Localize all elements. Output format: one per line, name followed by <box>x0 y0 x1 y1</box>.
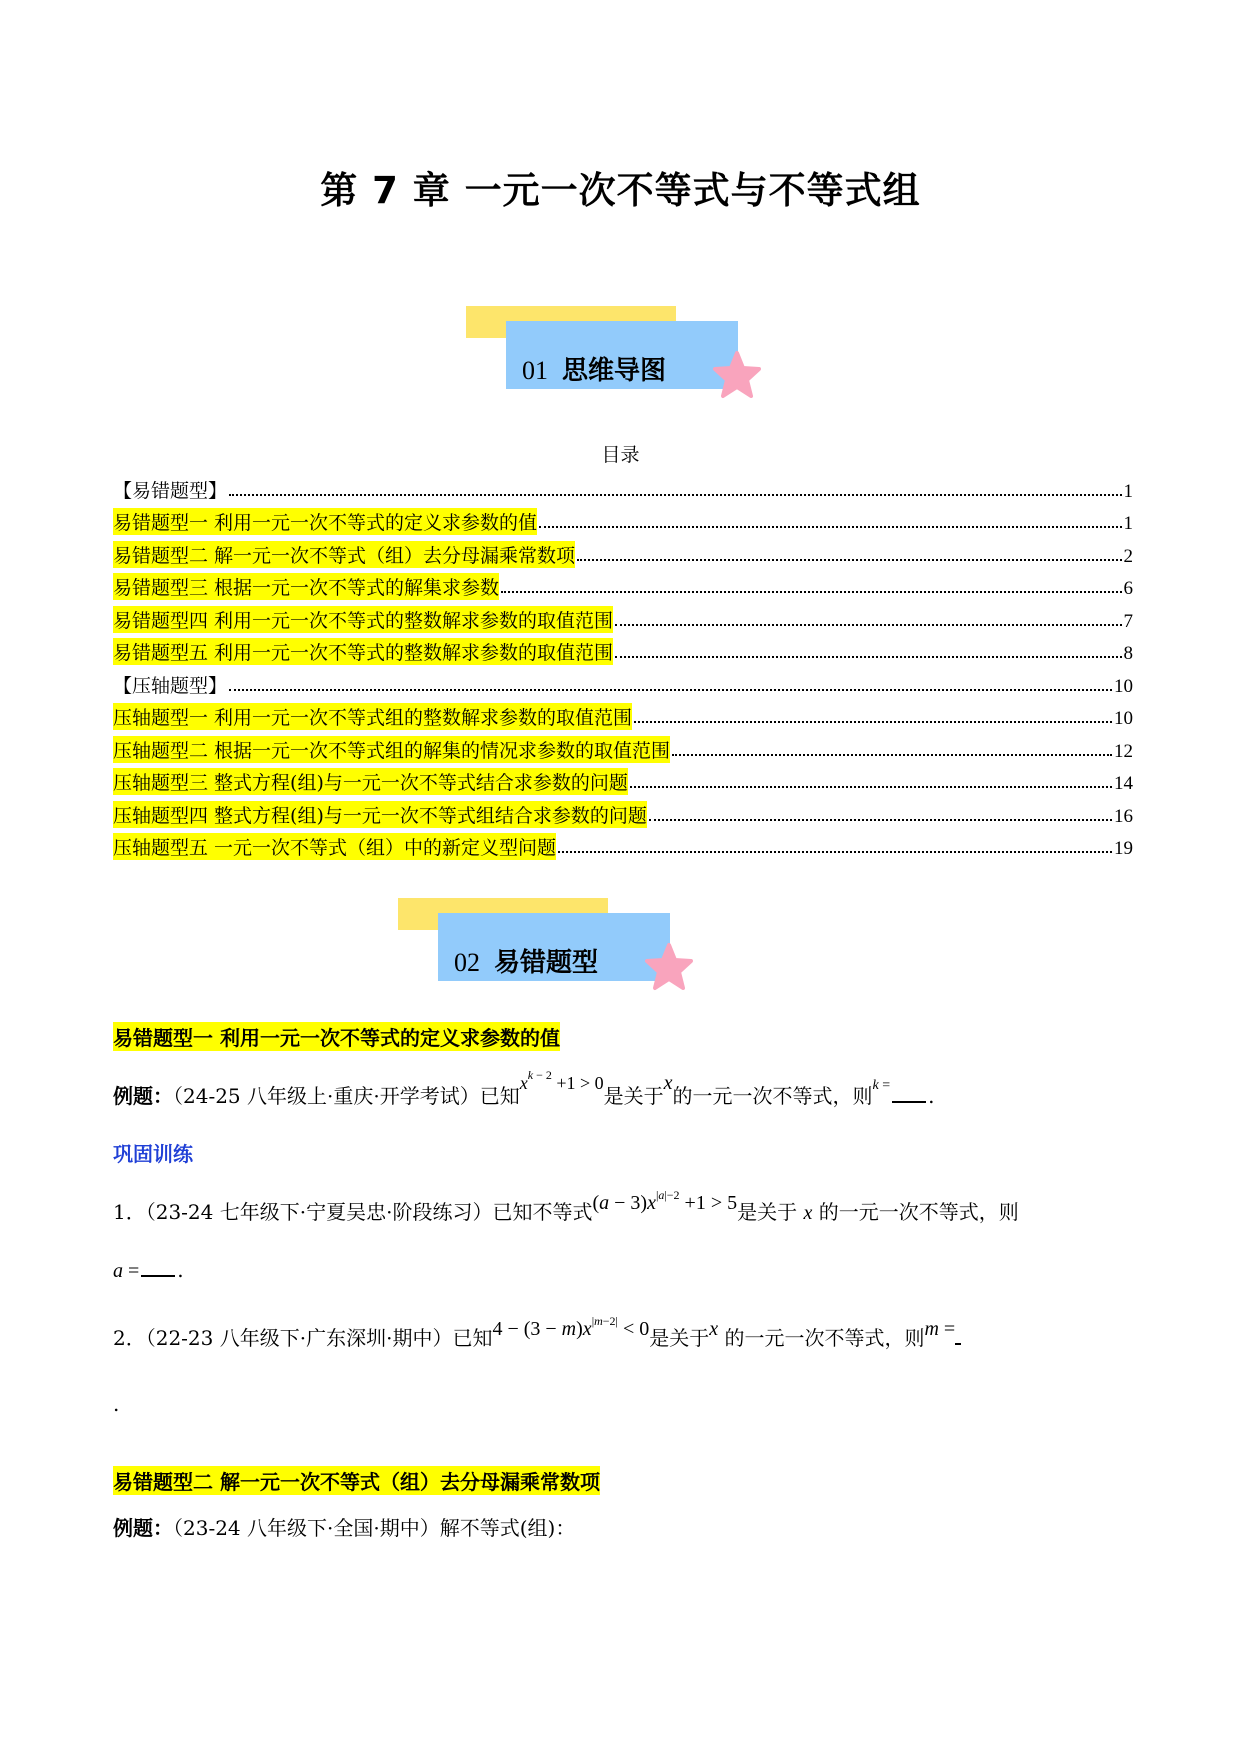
toc-row-page: 12 <box>1114 740 1133 762</box>
toc-row-page: 8 <box>1123 643 1133 664</box>
q1-answer-line: a = . <box>113 1258 184 1282</box>
example-inequality: $x^{k - 2} +1 > 0$ <box>519 1068 604 1093</box>
answer-blank[interactable] <box>955 1343 961 1345</box>
q1-mid: 是关于 <box>737 1200 798 1224</box>
q2-answer-dot: . <box>113 1392 120 1416</box>
toc-row[interactable] <box>113 828 1133 861</box>
q1-inequality: $(a - 3)x^{|a|-2} +1 > 5$ <box>592 1188 738 1214</box>
q1-var-x: x <box>803 1202 813 1224</box>
example-mid: 是关于 <box>603 1084 664 1108</box>
toc-row-label: 压轴题型四 整式方程(组)与一元一次不等式组结合求参数的问题 <box>113 801 647 828</box>
section-heading <box>522 350 666 387</box>
answer-blank[interactable] <box>141 1275 175 1277</box>
star-icon <box>644 942 694 992</box>
toc-row[interactable] <box>113 568 1133 601</box>
q2-var-x: x <box>709 1318 719 1340</box>
practice-label: 巩固训练 <box>113 1142 193 1166</box>
q2-text: 2．（22-23 八年级下·广东深圳·期中）已知 <box>113 1326 493 1350</box>
toc-row[interactable] <box>113 665 1133 698</box>
toc-title: 目录 <box>601 444 640 466</box>
toc-row-label: 易错题型一 利用一元一次不等式的定义求参数的值 <box>113 508 537 535</box>
q2-mid: 是关于 <box>649 1326 710 1350</box>
toc-row[interactable] <box>113 795 1133 828</box>
section-banner-error-prone <box>398 898 728 1008</box>
section-banner-mindmap <box>466 306 796 416</box>
toc-row[interactable] <box>113 470 1133 503</box>
example-text: （23-24 八年级下·全国·期中）解不等式(组)： <box>173 1516 576 1540</box>
type1-example: 例题：（24-25 八年级上·重庆·开学考试）已知$x^{k - 2} +1 > 0$是关于x的一元一次不等式，则$^{k =}$ . <box>113 1068 935 1108</box>
toc-row[interactable] <box>113 503 1133 536</box>
toc-row-label: 易错题型五 利用一元一次不等式的整数解求参数的取值范围 <box>113 638 613 665</box>
toc-row[interactable] <box>113 730 1133 763</box>
star-icon <box>712 350 762 400</box>
type2-example <box>113 1512 575 1541</box>
example-label: 例题： <box>113 1084 173 1108</box>
toc-row-page: 1 <box>1123 513 1133 534</box>
toc-row[interactable] <box>113 633 1133 666</box>
section-heading <box>454 942 598 979</box>
q2-inequality: $4 - (3 - m)x^{|m-2|} < 0$ <box>492 1314 650 1340</box>
toc-row-label: 压轴题型五 一元一次不等式（组）中的新定义型问题 <box>113 833 556 860</box>
example-label: 例题： <box>113 1516 173 1540</box>
q2-m: m = <box>924 1318 956 1340</box>
toc-row-label: 易错题型三 根据一元一次不等式的解集求参数 <box>113 573 499 600</box>
type1-heading: 易错题型一 利用一元一次不等式的定义求参数的值 <box>113 1022 560 1051</box>
example-text: （24-25 八年级上·重庆·开学考试）已知 <box>173 1084 520 1108</box>
toc-row[interactable] <box>113 535 1133 568</box>
example-end: 的一元一次不等式，则 <box>672 1084 873 1108</box>
q2-end: 的一元一次不等式，则 <box>724 1326 925 1350</box>
toc-row-page: 14 <box>1114 773 1133 794</box>
toc-row-label: 压轴题型二 根据一元一次不等式组的解集的情况求参数的取值范围 <box>113 736 670 763</box>
example-k: k = <box>872 1078 891 1093</box>
page-title: 第 7 章 一元一次不等式与不等式组 <box>320 169 921 212</box>
section-label: 易错题型 <box>494 948 599 978</box>
toc-row[interactable] <box>113 763 1133 796</box>
toc-row-label: 【压轴题型】 <box>113 674 228 697</box>
section-number: 02 <box>454 948 480 977</box>
answer-blank[interactable] <box>892 1101 926 1103</box>
toc-row-page: 10 <box>1114 675 1133 697</box>
table-of-contents <box>113 470 1133 860</box>
toc-row-page: 7 <box>1123 610 1133 632</box>
example-var-x: x <box>663 1072 673 1094</box>
toc-row-label: 易错题型二 解一元一次不等式（组）去分母漏乘常数项 <box>113 541 575 568</box>
toc-row-page: 19 <box>1114 838 1133 859</box>
toc-row-page: 16 <box>1114 805 1133 827</box>
toc-row-page: 10 <box>1114 708 1133 729</box>
type2-heading: 易错题型二 解一元一次不等式（组）去分母漏乘常数项 <box>113 1466 600 1495</box>
section-number: 01 <box>522 356 548 385</box>
type1-question-2 <box>113 1314 961 1351</box>
toc-row-page: 6 <box>1123 578 1133 599</box>
toc-row-label: 压轴题型三 整式方程(组)与一元一次不等式结合求参数的问题 <box>113 768 628 795</box>
toc-row-page: 2 <box>1123 545 1133 567</box>
q1-end: 的一元一次不等式，则 <box>818 1200 1019 1224</box>
toc-row-label: 压轴题型一 利用一元一次不等式组的整数解求参数的取值范围 <box>113 703 632 730</box>
toc-row-label: 易错题型四 利用一元一次不等式的整数解求参数的取值范围 <box>113 606 613 633</box>
toc-row[interactable] <box>113 600 1133 633</box>
toc-row-label: 【易错题型】 <box>113 479 228 502</box>
q1-text: 1．（23-24 七年级下·宁夏吴忠·阶段练习）已知不等式 <box>113 1200 593 1224</box>
section-label: 思维导图 <box>562 356 667 386</box>
toc-row[interactable] <box>113 698 1133 731</box>
type1-question-1 <box>113 1188 1019 1225</box>
toc-row-page: 1 <box>1123 480 1133 502</box>
